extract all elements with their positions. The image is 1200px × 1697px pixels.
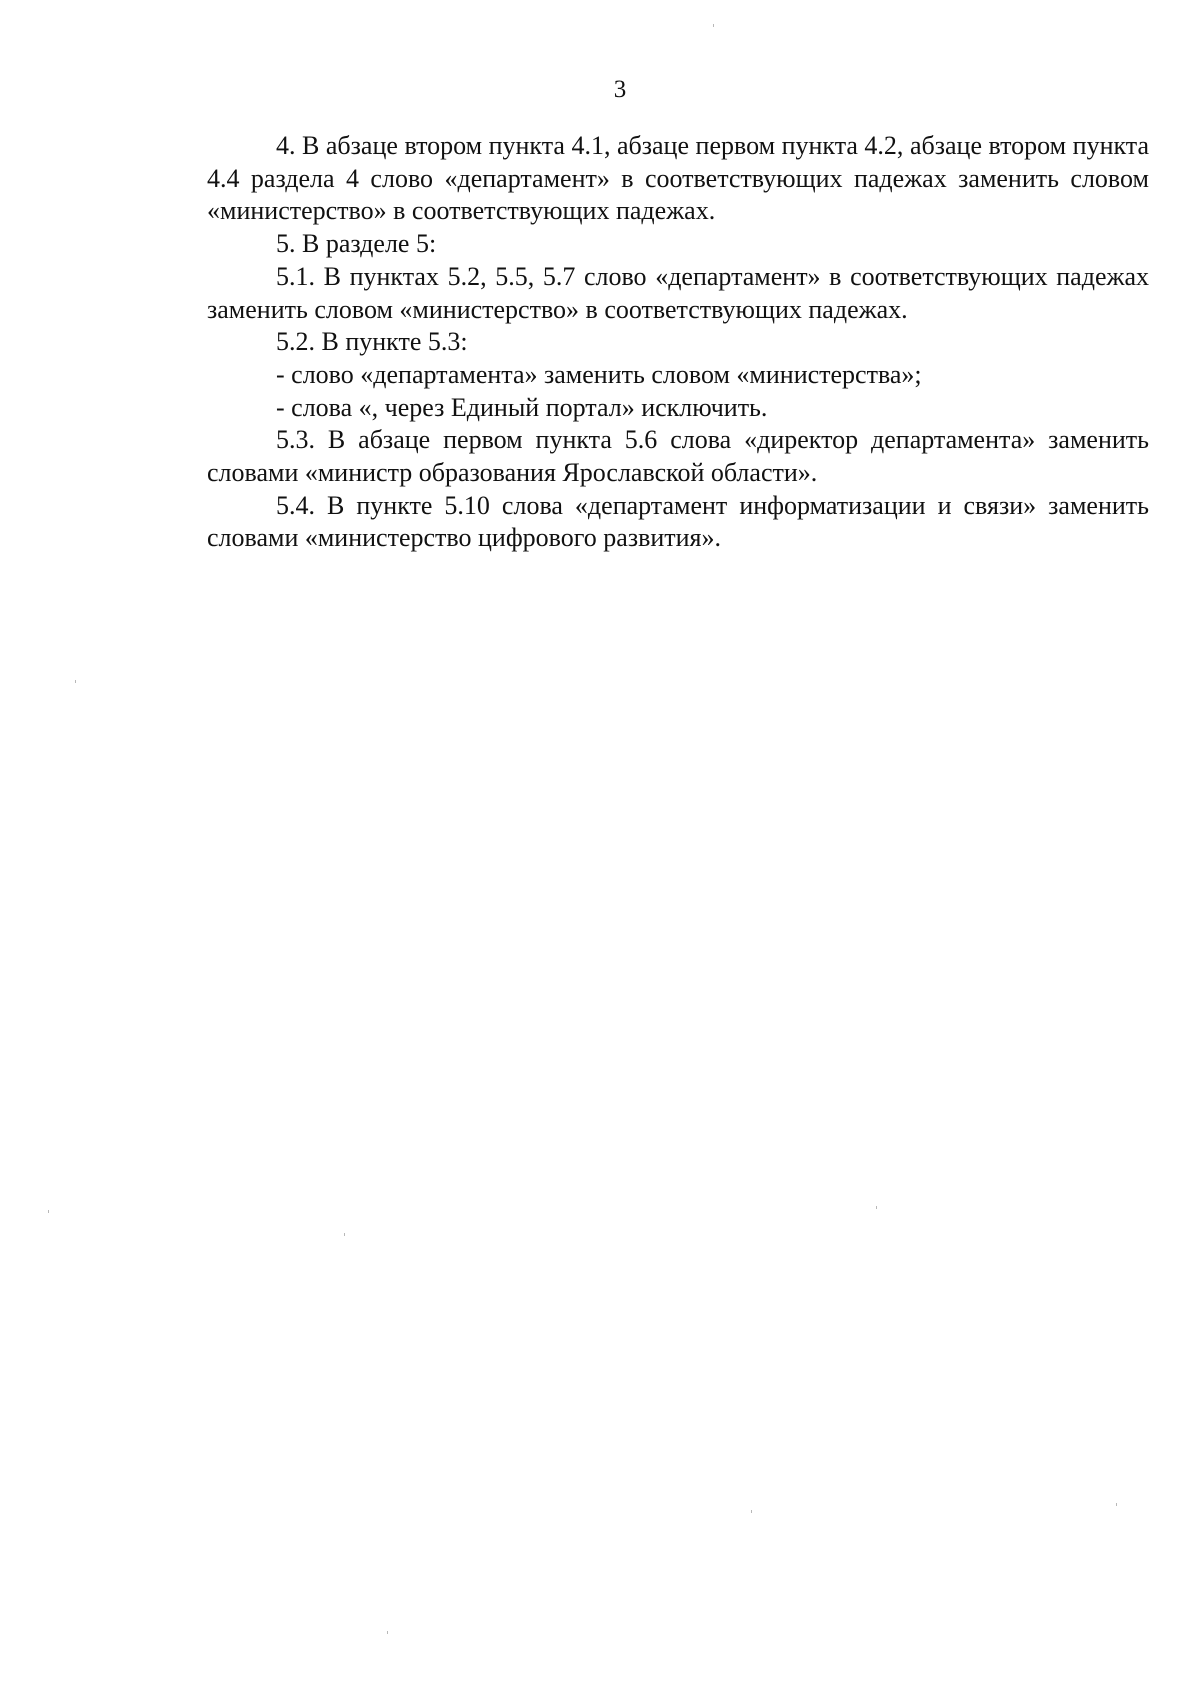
scan-speck	[48, 1210, 49, 1213]
scan-speck	[344, 1233, 345, 1236]
paragraph-5-3: 5.3. В абзаце первом пункта 5.6 слова «директор департамента» заменить словами «министр образования Ярославской области».	[207, 425, 1149, 488]
paragraph-5-1: 5.1. В пунктах 5.2, 5.5, 5.7 слово «департамент» в соответствующих падежах заменить словом «министерство» в соответствующих падежах.	[207, 261, 1149, 324]
page-number: 3	[613, 76, 627, 103]
scan-speck	[751, 1510, 752, 1513]
scan-speck	[876, 1206, 877, 1209]
paragraph-5: 5. В разделе 5:	[276, 229, 437, 259]
paragraph-5-4: 5.4. В пункте 5.10 слова «департамент информатизации и связи» заменить словами «министерство цифрового развития».	[207, 490, 1149, 553]
document-body	[207, 130, 1149, 555]
paragraph-5-2: 5.2. В пункте 5.3:	[276, 327, 468, 357]
scan-speck	[1116, 1503, 1117, 1506]
paragraph-5-2-item-2: - слова «, через Единый портал» исключить.	[276, 392, 768, 422]
scan-speck	[387, 1631, 388, 1634]
paragraph-4: 4. В абзаце втором пункта 4.1, абзаце первом пункта 4.2, абзаце втором пункта 4.4 раздела 4 слово «департамент» в соответствующих падежах заменить словом «министерство» в соответствующих падежах.	[207, 131, 1149, 226]
scan-speck	[713, 24, 714, 27]
paragraph-5-2-item-1: - слово «департамента» заменить словом «министерства»;	[276, 359, 922, 389]
scan-speck	[75, 680, 76, 683]
